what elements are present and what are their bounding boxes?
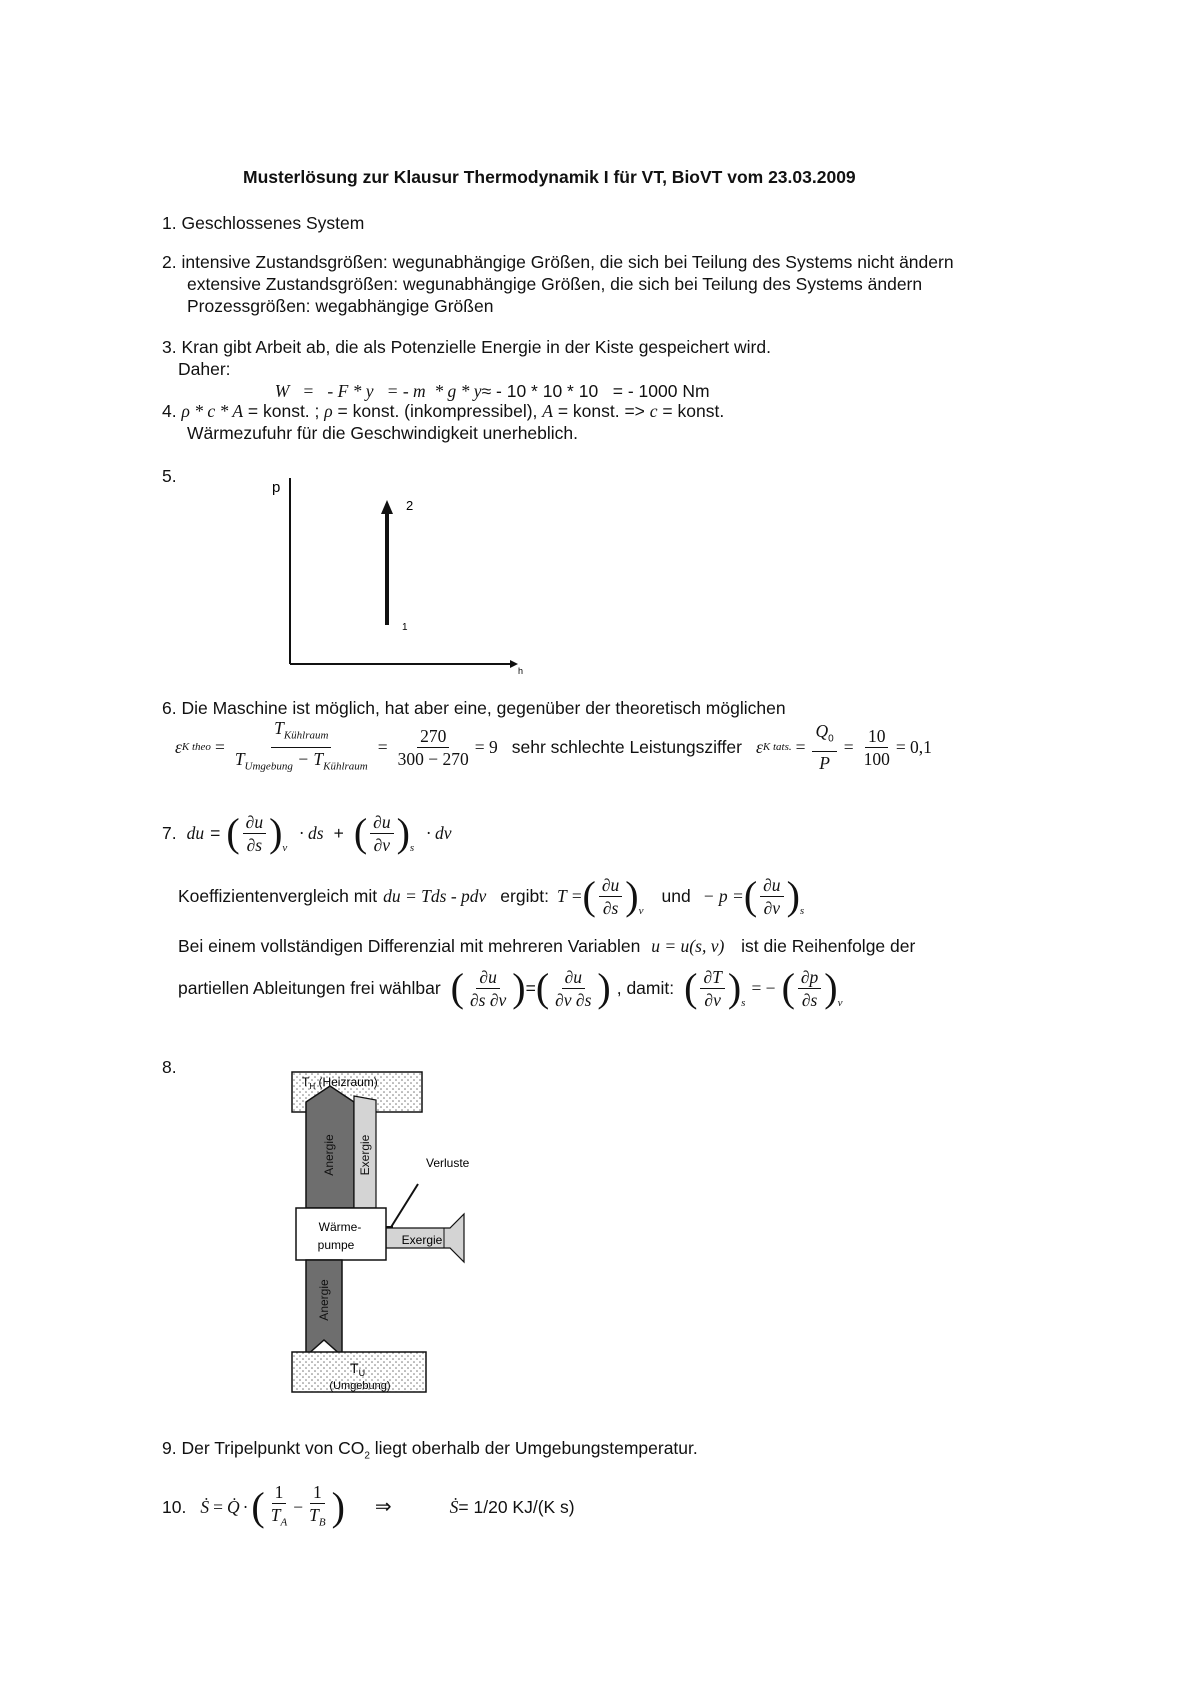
fraction-numerator: T (274, 718, 284, 738)
paren-close: ) (269, 810, 283, 855)
fraction-numerator-sub: 0 (828, 733, 834, 745)
numeric-fraction (861, 725, 893, 770)
paren-open: ( (226, 810, 240, 855)
question-7-line-2 (178, 868, 804, 924)
fraction-denominator-sub-2: Kühlraum (323, 760, 368, 772)
answer-text: = konst. => (552, 401, 650, 421)
epsilon-symbol: ε (755, 737, 763, 757)
question-number: 7. (162, 823, 177, 843)
rho-symbol: ρ (324, 401, 333, 421)
multiply-dot: · (242, 1497, 249, 1517)
fraction-numerator: Q (815, 721, 829, 742)
page-title: Musterlösung zur Klausur Thermodynamik I für VT, BioVT vom 23.03.2009 (243, 167, 856, 187)
paren-open: ( (450, 965, 464, 1010)
answer-text: liegt oberhalb der Umgebungstemperatur. (369, 1438, 698, 1458)
y-axis-label: p (272, 479, 281, 496)
work-result: ≈ - 10 * 10 * 10 = - 1000 Nm (481, 381, 710, 401)
velocity-symbol: c (649, 401, 658, 421)
answer-text: intensive Zustandsgrößen: wegunabhängige Größen, die sich bei Teilung des Systems nicht ändern (181, 252, 954, 272)
question-4-line-1 (162, 400, 724, 422)
fraction-denominator-sub: A (280, 1516, 288, 1529)
fraction-numerator: ∂u (760, 874, 783, 897)
pressure-equals: − p = (702, 886, 744, 906)
fraction-denominator: ∂s (801, 989, 818, 1010)
paren-open: ( (781, 965, 795, 1010)
question-8-number: 8. (162, 1057, 177, 1077)
heat-pump-box (296, 1208, 386, 1260)
area-symbol: A (542, 401, 553, 421)
equals-sign: = (210, 823, 221, 843)
paren-open: ( (353, 810, 368, 855)
question-number: 6. (162, 698, 177, 718)
fraction-denominator: T (234, 748, 245, 769)
answer-text: und (661, 886, 691, 906)
fraction-numerator: ∂u (476, 966, 499, 989)
minus-sign: − (293, 1497, 304, 1517)
fraction-numerator: ∂u (370, 811, 393, 834)
fraction-numerator: 270 (417, 725, 449, 748)
held-constant-sub: s (409, 842, 415, 854)
question-3-line-2: Daher: (178, 359, 231, 379)
fraction-denominator: ∂s (246, 834, 263, 855)
inverse-ta (268, 1481, 290, 1534)
x-axis-arrow-icon (510, 660, 518, 668)
plus-sign: + (333, 823, 344, 843)
paren-close: ) (625, 873, 639, 918)
epsilon-subscript: K theo (181, 741, 211, 753)
answer-text: sehr schlechte Leistungsziffer (511, 737, 742, 757)
fraction-denominator-sub: Umgebung (244, 760, 293, 772)
fraction-numerator-sub: Kühlraum (283, 729, 329, 742)
question-7-line-4 (178, 960, 843, 1016)
fraction-denominator: ∂s ∂v (470, 989, 507, 1010)
fraction-denominator: ∂s (602, 897, 619, 918)
actual-fraction (812, 720, 836, 774)
equals-minus: = − (751, 978, 776, 998)
paren-close: ) (512, 965, 526, 1010)
heat-rate-symbol: Q̇ (226, 1497, 240, 1517)
gibbs-equation: du = Tds - pdv (383, 886, 487, 906)
work-formula: W = - F * y = - m * g * y (274, 381, 482, 401)
answer-text: ist die Reihenfolge der (741, 936, 916, 956)
held-constant-sub: v (837, 997, 843, 1009)
equals-sign: = (795, 737, 806, 757)
anergy-top-label: Anergie (322, 1134, 336, 1176)
answer-text: = konst. (inkompressibel), (332, 401, 543, 421)
paren-open: ( (684, 965, 698, 1010)
answer-text: Bei einem vollständigen Differenzial mit mehreren Variablen (178, 936, 641, 956)
question-1 (162, 212, 364, 234)
entropy-result: = 1/20 KJ/(K s) (458, 1497, 575, 1517)
question-number: 3. (162, 337, 177, 357)
question-number: 10. (162, 1497, 187, 1517)
epsilon-symbol: ε (175, 737, 182, 757)
equals-sign: = (214, 737, 225, 757)
u-function: u = u(s, v) (651, 936, 725, 956)
exergy-input-label: Exergie (401, 1233, 443, 1247)
answer-text: = konst. (657, 401, 725, 421)
equals-sign: = (213, 1497, 223, 1517)
heat-pump-label-line-1: Wärme- (318, 1220, 362, 1234)
implies-arrow-icon: ⇒ (374, 1496, 392, 1518)
question-9 (162, 1437, 698, 1468)
answer-text: Die Maschine ist möglich, hat aber eine, gegenüber der theoretisch möglichen (181, 698, 786, 718)
efficiency-equation (175, 720, 932, 774)
entropy-rate-symbol: Ṡ (200, 1497, 210, 1517)
partial-u-v (370, 811, 393, 856)
equals-sign: = (843, 737, 854, 757)
heat-pump-label-line-2: pumpe (317, 1238, 355, 1252)
partial-u-v (760, 874, 783, 919)
environment-label: (Umgebung) (329, 1380, 391, 1392)
fraction-denominator: T (309, 1504, 319, 1525)
losses-label: Verluste (426, 1156, 470, 1170)
heat-pump-flow-diagram (280, 1060, 510, 1400)
fraction-denominator: T (270, 1504, 281, 1525)
fraction-numerator: ∂u (243, 811, 266, 834)
environment-temp-label: $T_U$ (350, 1360, 366, 1378)
du-symbol: du (186, 823, 205, 843)
answer-text: Der Tripelpunkt von CO (181, 1438, 365, 1458)
question-number: 1. (162, 213, 177, 233)
answer-text: Geschlossenes System (181, 213, 365, 233)
anergy-bottom-label: Anergie (317, 1279, 331, 1321)
paren-open: ( (251, 1484, 265, 1529)
carnot-fraction (232, 717, 371, 777)
fraction-numerator: 1 (310, 1481, 325, 1504)
paren-open: ( (535, 965, 550, 1010)
paren-close: ) (786, 873, 800, 918)
question-number: 9. (162, 1438, 177, 1458)
second-partial-s-v (467, 966, 509, 1011)
fraction-denominator: ∂v (704, 989, 721, 1010)
entropy-rate-symbol: Ṡ (449, 1497, 459, 1517)
held-constant-sub: v (282, 842, 288, 854)
question-7-line-1 (162, 805, 451, 861)
fraction-denominator-minus: − T (292, 748, 324, 769)
fraction-numerator: ∂u (562, 966, 585, 989)
answer-text: = konst. ; (243, 401, 325, 421)
question-number: 2. (162, 252, 177, 272)
answer-text: ergibt: (500, 886, 549, 906)
fraction-numerator: ∂T (700, 966, 724, 989)
co2-subscript: 2 (364, 1450, 370, 1462)
inverse-tb (306, 1481, 328, 1534)
fraction-denominator: P (819, 752, 830, 773)
fraction-denominator: ∂v (373, 834, 391, 855)
paren-close: ) (331, 1484, 345, 1529)
question-4-line-2: Wärmezufuhr für die Geschwindigkeit unerheblich. (187, 423, 579, 443)
mass-flow-formula: ρ * c * A (181, 401, 244, 421)
ds-term: · ds (299, 823, 324, 843)
process-arrow-icon (381, 500, 393, 514)
maxwell-left (700, 966, 724, 1011)
question-6-line-1 (162, 697, 786, 719)
paren-close: ) (597, 965, 611, 1010)
work-equation (265, 358, 710, 402)
answer-text: Kran gibt Arbeit ab, die als Potenzielle Energie in der Kiste gespeichert wird. (181, 337, 771, 357)
point-2-label: 2 (406, 498, 414, 513)
fraction-denominator: 100 (863, 748, 890, 769)
paren-close: ) (824, 965, 838, 1010)
fraction-numerator: ∂u (599, 874, 622, 897)
ph-diagram (260, 470, 530, 680)
question-number: 4. (162, 401, 177, 421)
paren-open: ( (743, 873, 758, 918)
efficiency-result: = 0,1 (895, 737, 932, 757)
maxwell-right (798, 966, 821, 1011)
paren-open: ( (582, 873, 596, 918)
question-7-line-3 (178, 935, 915, 957)
fraction-numerator: 1 (272, 1481, 287, 1504)
question-2-line-3: Prozessgrößen: wegabhängige Größen (187, 296, 494, 316)
answer-text: Koeffizientenvergleich mit (178, 886, 378, 906)
equals-sign: = (525, 978, 536, 998)
efficiency-result: = 9 (474, 737, 498, 757)
equals-sign: = (377, 737, 388, 757)
dv-term: · dv (426, 823, 452, 843)
second-partial-v-s (552, 966, 594, 1011)
held-constant-sub: v (638, 905, 644, 917)
fraction-numerator: 10 (865, 725, 889, 748)
answer-text: , damit: (616, 978, 675, 998)
heating-room-label: $T_H$ (Heizraum) (302, 1075, 378, 1091)
paren-close: ) (396, 810, 410, 855)
held-constant-sub: s (799, 905, 805, 917)
held-constant-sub: s (741, 997, 746, 1009)
fraction-denominator-sub: B (318, 1516, 326, 1529)
partial-u-s (599, 874, 622, 919)
question-5-number: 5. (162, 466, 177, 486)
question-3-line-1 (162, 336, 771, 358)
question-10 (162, 1479, 575, 1535)
partial-u-s (243, 811, 266, 856)
losses-pointer (388, 1184, 418, 1232)
fraction-denominator: ∂v ∂s (555, 989, 592, 1010)
epsilon-subscript: K tats. (762, 741, 792, 753)
temperature-equals: T = (556, 886, 583, 906)
fraction-denominator: 300 − 270 (397, 748, 469, 769)
exergy-top-label: Exergie (358, 1134, 372, 1176)
numeric-fraction (395, 725, 472, 770)
question-2-line-2: extensive Zustandsgrößen: wegunabhängige Größen, die sich bei Teilung des Systems ändern (187, 274, 923, 294)
fraction-denominator: ∂v (763, 897, 781, 918)
paren-close: ) (727, 965, 742, 1010)
fraction-numerator: ∂p (798, 966, 821, 989)
point-1-label: 1 (402, 622, 408, 633)
x-axis-label: h (518, 666, 524, 676)
answer-text: partiellen Ableitungen frei wählbar (178, 978, 441, 998)
question-2-line-1 (162, 251, 954, 273)
